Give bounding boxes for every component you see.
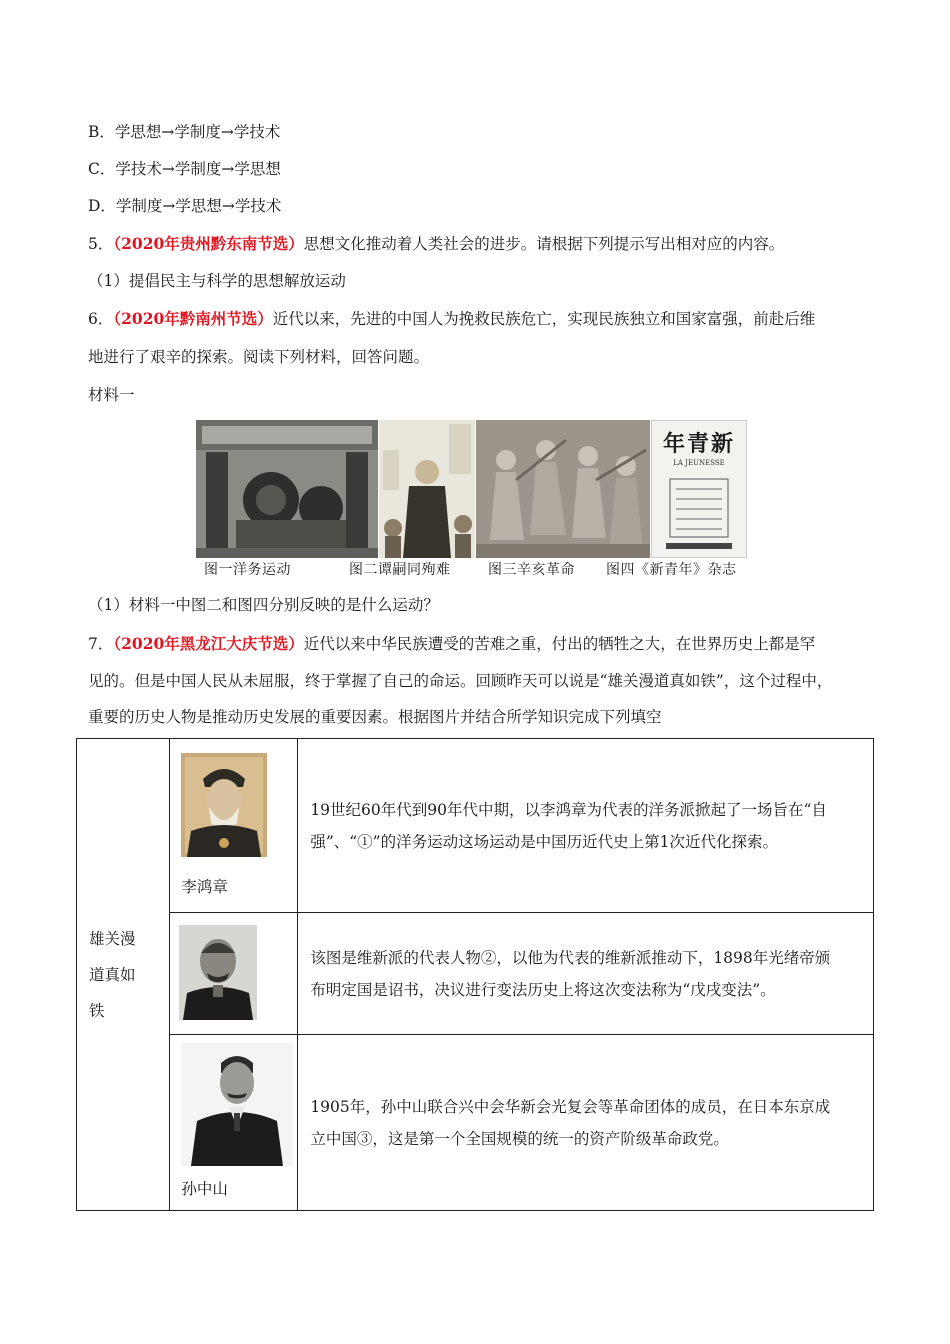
- option-b: B．学思想→学制度→学技术: [88, 123, 281, 141]
- portrait-cell: [170, 913, 298, 1035]
- material-label: 材料一: [88, 386, 135, 404]
- description-cell: [298, 739, 874, 913]
- left-label-line: 雄关漫: [89, 929, 136, 948]
- description-line: 强”、“①”的洋务运动这场运动是中国历近代史上第1次近代化探索。: [310, 832, 778, 851]
- option-d: D．学制度→学思想→学技术: [88, 197, 282, 215]
- question-text: 思想文化推动着人类社会的进步。请根据下列提示写出相对应的内容。: [303, 235, 785, 253]
- person-name: 李鸿章: [181, 878, 228, 896]
- left-label-line: 道真如: [89, 965, 136, 984]
- description-line: 该图是维新派的代表人物②，以他为代表的维新派推动下，1898年光绪帝颁: [310, 948, 831, 967]
- question-6: [88, 308, 815, 330]
- portrait-cell: [170, 1035, 298, 1211]
- option-c: C．学技术→学制度→学思想: [88, 160, 281, 178]
- question-number: 5．: [88, 235, 114, 253]
- description-line: 1905年，孙中山联合兴中会华新会光复会等革命团体的成员，在日本东京成: [310, 1097, 831, 1116]
- description-cell: [298, 1035, 874, 1211]
- question-5: [88, 233, 784, 255]
- question-7-line-2: 见的。但是中国人民从未屈服，终于掌握了自己的命运。回顾昨天可以说是“雄关漫道真如铁”，这个过程中，: [88, 672, 833, 690]
- table-row: [77, 913, 874, 1035]
- caption-figure-2: 图二谭嗣同殉难: [349, 562, 451, 578]
- question-source: （2020年黔南州节选）: [113, 309, 273, 328]
- person-name: 孙中山: [181, 1180, 228, 1198]
- question-5-sub-1: （1）提倡民主与科学的思想解放运动: [88, 272, 346, 290]
- figure-xinhai-revolution-relief: [476, 420, 650, 558]
- kang-youwei-portrait: [179, 925, 257, 1020]
- question-source: （2020年黑龙江大庆节选）: [113, 634, 304, 653]
- figure-new-youth-magazine: [651, 420, 747, 558]
- question-7: [88, 633, 815, 655]
- question-text: 近代以来，先进的中国人为挽救民族危亡，实现民族独立和国家富强，前赴后维: [272, 310, 816, 328]
- question-6-sub-1: （1）材料一中图二和图四分别反映的是什么运动？: [88, 596, 439, 614]
- caption-figure-3: 图三辛亥革命: [488, 562, 575, 578]
- figure-tan-sitong-photo: [379, 420, 475, 558]
- table-row: [77, 739, 874, 913]
- sun-yat-sen-portrait: [181, 1043, 293, 1166]
- question-number: 7．: [88, 635, 114, 653]
- magazine-subtitle: LA JEUNESSE: [673, 459, 725, 467]
- question-6-line-2: 地进行了艰辛的探索。阅读下列材料，回答问题。: [88, 348, 430, 366]
- caption-figure-1: 图一洋务运动: [204, 562, 291, 578]
- question-number: 6．: [88, 310, 114, 328]
- table-row: [77, 1035, 874, 1211]
- question-source: （2020年贵州黔东南节选）: [113, 234, 304, 253]
- table-left-label: [77, 739, 170, 1211]
- description-line: 布明定国是诏书，决议进行变法历史上将这次变法称为“戊戌变法”。: [310, 980, 776, 999]
- left-label-line: 铁: [89, 1001, 105, 1020]
- figure-yangwu-movement-photo: [196, 420, 378, 558]
- description-cell: [298, 913, 874, 1035]
- material-figure-strip: [196, 420, 756, 580]
- li-hongzhang-portrait: [181, 753, 267, 857]
- question-7-line-3: 重要的历史人物是推动历史发展的重要因素。根据图片并结合所学知识完成下列填空: [88, 708, 662, 726]
- caption-figure-4: 图四《新青年》杂志: [606, 562, 737, 578]
- magazine-title: 年青新: [662, 431, 735, 457]
- description-line: 立中国③，这是第一个全国规模的统一的资产阶级革命政党。: [310, 1129, 729, 1148]
- history-figures-table: [76, 738, 874, 1211]
- description-line: 19世纪60年代到90年代中期，以李鸿章为代表的洋务派掀起了一场旨在“自: [310, 800, 827, 819]
- question-text: 近代以来中华民族遭受的苦难之重，付出的牺牲之大，在世界历史上都是罕: [303, 635, 816, 653]
- portrait-cell: [170, 739, 298, 913]
